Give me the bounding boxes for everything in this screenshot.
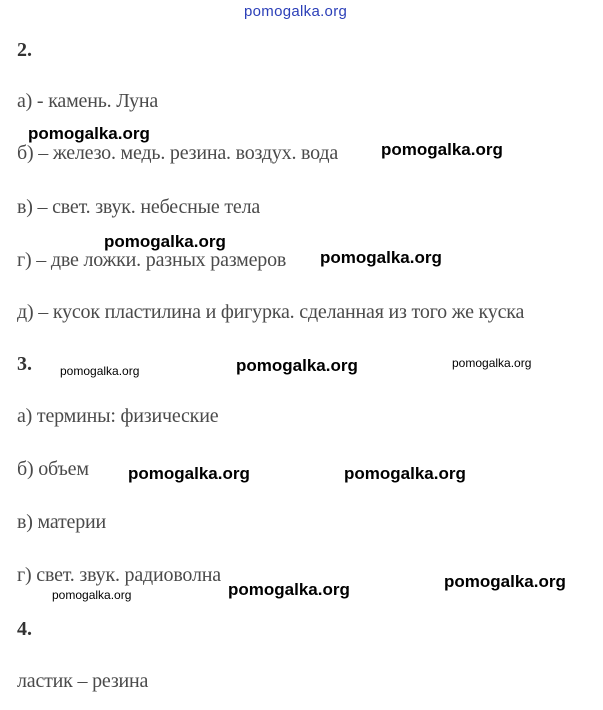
section-4-item: ластик – резина xyxy=(17,670,149,692)
section-3-item-g: г) свет. звук. радиоволна xyxy=(17,564,221,586)
section-3-item-v: в) материи xyxy=(17,511,107,533)
watermark: pomogalka.org xyxy=(104,232,226,251)
section-2-number: 2. xyxy=(17,39,32,61)
watermark: pomogalka.org xyxy=(320,248,442,267)
section-2-item-g: г) – две ложки. разных размеров xyxy=(17,249,287,271)
section-2-item-d: д) – кусок пластилина и фигурка. сделанная из того же куска xyxy=(17,301,525,323)
watermark: pomogalka.org xyxy=(452,356,532,370)
watermark: pomogalka.org xyxy=(128,464,250,483)
watermark: pomogalka.org xyxy=(52,588,132,602)
section-3-item-a: а) термины: физические xyxy=(17,405,219,427)
watermark: pomogalka.org xyxy=(344,464,466,483)
watermark: pomogalka.org xyxy=(444,572,566,591)
section-2-item-v: в) – свет. звук. небесные тела xyxy=(17,196,261,218)
watermark: pomogalka.org xyxy=(28,124,150,143)
watermark: pomogalka.org xyxy=(381,140,503,159)
watermark: pomogalka.org xyxy=(228,580,350,599)
section-2-item-b: б) – железо. медь. резина. воздух. вода xyxy=(17,142,339,164)
section-3-item-b: б) объем xyxy=(17,458,89,480)
section-3-number: 3. xyxy=(17,353,32,375)
watermark: pomogalka.org xyxy=(60,364,140,378)
section-2-item-a: а) - камень. Луна xyxy=(17,90,159,112)
watermark: pomogalka.org xyxy=(236,356,358,375)
watermark-top: pomogalka.org xyxy=(244,3,348,20)
section-4-number: 4. xyxy=(17,618,32,640)
